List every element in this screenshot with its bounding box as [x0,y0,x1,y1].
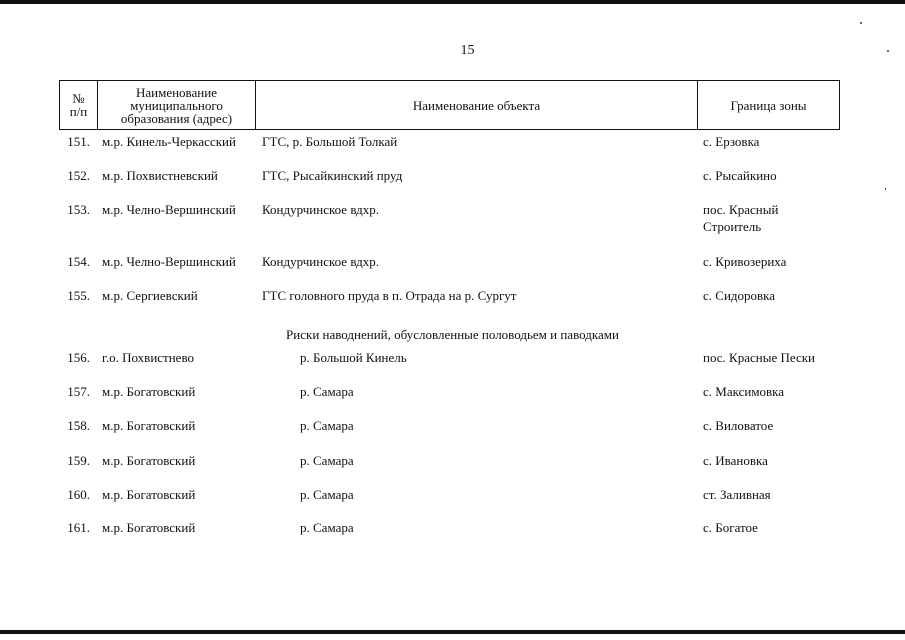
scan-border-top [0,0,905,4]
row-zone: пос. Красный [703,202,779,217]
row-num: 160. [67,487,90,502]
header-zone: Граница зоны [730,97,807,113]
row-municipality: м.р. Челно-Вершинский [102,202,236,217]
row-object: р. Самара [300,520,354,535]
row-object: Кондурчинское вдхр. [262,254,380,269]
row-object: р. Самара [300,487,354,502]
row-zone: с. Сидоровка [703,288,776,303]
row-municipality: м.р. Богатовский [102,384,196,399]
row-zone: с. Ерзовка [703,134,760,149]
row-zone: с. Богатое [703,520,758,535]
page-number: 15 [460,43,475,58]
scan-border-bottom [0,630,905,634]
row-zone: с. Кривозериха [703,254,787,269]
row-object: Кондурчинское вдхр. [262,202,380,217]
row-municipality: г.о. Похвистнево [102,350,195,365]
header-num: № п/п [69,91,88,119]
row-object: р. Большой Кинель [300,350,407,365]
row-municipality: м.р. Челно-Вершинский [102,254,236,269]
row-num: 151. [67,134,90,149]
row-municipality: м.р. Богатовский [102,453,196,468]
row-num: 158. [67,418,90,433]
row-zone-line2: Строитель [703,219,762,234]
row-municipality: м.р. Богатовский [102,487,196,502]
row-municipality: м.р. Богатовский [102,418,196,433]
row-municipality: м.р. Похвистневский [102,168,218,183]
row-zone: с. Максимовка [703,384,785,399]
row-num: 152. [67,168,90,183]
row-num: 154. [67,254,90,269]
row-num: 161. [67,520,90,535]
row-municipality: м.р. Сергиевский [102,288,198,303]
scan-speck [860,22,862,24]
row-municipality: м.р. Кинель-Черкасский [102,134,236,149]
row-object: ГТС головного пруда в п. Отрада на р. Сургут [262,288,517,303]
row-zone: с. Ивановка [703,453,768,468]
row-zone: пос. Красные Пески [703,350,815,365]
header-col-border [839,80,840,130]
row-num: 155. [67,288,90,303]
row-num: 159. [67,453,90,468]
row-num: 153. [67,202,90,217]
row-object: р. Самара [300,453,354,468]
row-object: ГТС, р. Большой Толкай [262,134,398,149]
row-zone: с. Рысайкино [703,168,777,183]
row-object: ГТС, Рысайкинский пруд [262,168,403,183]
header-municipality: Наименование муниципального образования (адрес) [120,84,233,126]
row-object: р. Самара [300,384,354,399]
row-object: р. Самара [300,418,354,433]
header-object: Наименование объекта [412,97,541,113]
row-num: 156. [67,350,90,365]
row-zone: с. Виловатое [703,418,774,433]
row-zone: ст. Заливная [703,487,771,502]
row-municipality: м.р. Богатовский [102,520,196,535]
table-header [59,80,840,130]
section-title: Риски наводнений, обусловленные половодьем и паводками [286,327,619,342]
scan-speck [885,188,886,190]
row-num: 157. [67,384,90,399]
